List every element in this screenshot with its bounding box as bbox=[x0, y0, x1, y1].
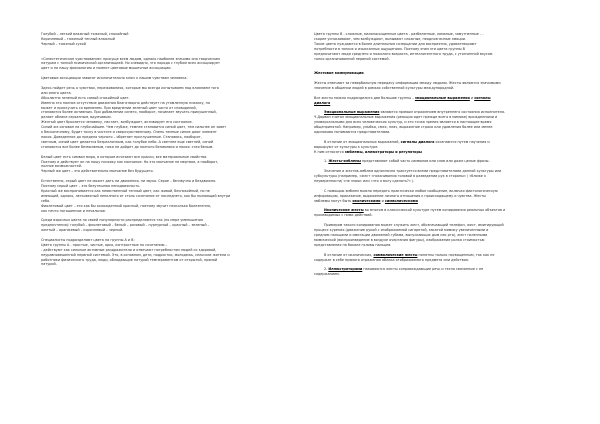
text-line: общепринятой. Например, улыбка, смех, плач, выражение страха или удивления более или менее bbox=[314, 125, 493, 130]
text-line: светлым, синий цвет делается безразличным, как голубое небо. А светлее еще светлей, синий bbox=[41, 139, 214, 144]
text-line: Поэтому серый цвет – это безутешная неподвижность. bbox=[41, 184, 141, 189]
text-line: субкультуры (например, «жест «покачивания головой в разведении рук в стороны» / «ближе к bbox=[314, 174, 487, 179]
term-dialogue-signals: сигналы диалога bbox=[400, 139, 435, 144]
text-line: Жесты отвечают за невербальную передачу информации между людьми. Жесты являются значимыми bbox=[314, 81, 501, 86]
text-line: представления на бокале головы пальцев. bbox=[314, 242, 392, 247]
term-illustrators: Иллюстраторами bbox=[328, 267, 363, 272]
text-line: процесс курения (движение рукой с изображаемой сигаретой, закатой мимику увеличенными и bbox=[314, 228, 489, 233]
left-block-2 bbox=[41, 76, 291, 81]
text-line bbox=[314, 199, 566, 204]
right-block-13 bbox=[314, 267, 566, 277]
term-symbolic-gestures: символические жесты bbox=[373, 252, 418, 257]
text-run: являются прямым отражением внутреннего состояния исполнителя. bbox=[379, 110, 506, 115]
text-run: представляют собой часть символов или слов или даже целые фразы. bbox=[361, 159, 490, 164]
text-line: универсальными для всех человеческих культур, и это точка зрения является в настоящее время bbox=[314, 120, 492, 125]
text-line: содержат в себе прямого отражения облика отображаемого предмета или действия. bbox=[314, 257, 469, 262]
text-run: и bbox=[380, 198, 385, 203]
text-run: В отличие от иконических, bbox=[324, 252, 374, 257]
term-emotional-expressions: эмоциональные выражения bbox=[414, 95, 470, 100]
text-line: предпочитают люди среднего и пожилого возраста, интеллигентного труда, с утонченной вкусом bbox=[314, 51, 493, 56]
text-line: себя. bbox=[41, 198, 51, 203]
text-line: содержанием. bbox=[314, 272, 340, 277]
text-line: покоя. Доведенное до предела черного – обретает приглушенные. Становясь, наоборот, bbox=[41, 134, 202, 139]
text-line: или иного цвета. bbox=[41, 90, 72, 95]
text-line: «Синестетическое чувствование» присуще всем людям, однако наиболее значимо оно творческим bbox=[41, 56, 220, 61]
text-line: Естественно, серый цвет не может дать ни движения, ни звука. Серое – беззвучно и бездвижно. bbox=[41, 179, 217, 184]
text-run: Все жесты можно подразделить две большие группы – bbox=[314, 95, 415, 100]
text-line: становится более активным. При добавлении синего, наоборот, начинает звучать прикушенный, bbox=[41, 110, 217, 115]
text-line: мимической (воспроизведение в воздухе очертания фигуры), изображение ролка стоимостью bbox=[314, 237, 485, 242]
text-line: может и прискучить со временем. При вреднении зеленый цвет часто от сновидений, bbox=[41, 105, 197, 110]
term-emblems-illustrators-regulators: эмблемы, иллюстраторы и регуляторы bbox=[344, 149, 422, 154]
right-block-4 bbox=[314, 110, 566, 135]
right-block-2 bbox=[314, 81, 566, 91]
left-column bbox=[41, 32, 291, 267]
term-dialogue-signals-cont: диалога bbox=[314, 100, 331, 105]
text-line: Среди взрослых цвета по своей популярности распределяются так (по мере уменьшения bbox=[41, 218, 203, 223]
text-line: Желтый цвет бросается человеку, настает, возбуждает, активирует его состояние. bbox=[41, 120, 193, 125]
text-line: Черный – тяжелый сухой bbox=[41, 41, 86, 46]
text-line: неуравновешенной нервной системой. Это, в основном, дети, подростки, молодежь, сельские жители и bbox=[41, 252, 230, 257]
text-line: как нечто погашенное и печальное. bbox=[41, 208, 106, 213]
text-line: Абсолютно зеленый есть самый спокойный цвет. bbox=[41, 95, 130, 100]
text-line: становится все более безмолвным, пока не дойдет до полного безмолвия и покоя: стая белым. bbox=[41, 144, 214, 149]
term-iconic-gestures: Иконические жесты bbox=[324, 208, 364, 213]
text-line: Здесь пойдет речь о чувствах, переживаниях, которые мы всегда испытываем под влиянием того bbox=[41, 85, 219, 90]
right-column bbox=[314, 32, 566, 277]
text-line: к бесконечному, будит тоску в чистоте и сверхчувственному. Очень темные синие дают элемент bbox=[41, 130, 217, 135]
text-line: Цветовые ассоциации зависят исключительно ключ к нашим чувствам человека. bbox=[41, 76, 188, 81]
text-line: Синий же основан на глубочайшее. Чем глубже, темнее становится синий цвет, тем сильнее он зовет bbox=[41, 125, 227, 130]
left-block-0 bbox=[41, 32, 291, 47]
text-line: имеющий, однако, легковесный неполного от столь сочетание от последнего, как бы пылающий внутри bbox=[41, 193, 231, 198]
text-run: эмблемы могут быть bbox=[314, 198, 353, 203]
text-run: во многом в классической культуре путем копирования реальных объектов и bbox=[363, 208, 506, 213]
text-line: Ч.Дарвин считал эмоциональные выражения (реакция идет прежде всего в мимике) врожденными и bbox=[314, 115, 498, 120]
right-block-5 bbox=[314, 140, 566, 155]
text-line: цвет и на нашу физиологию и помнит цветовые мышечные ассоциации. bbox=[41, 66, 172, 71]
text-line bbox=[314, 159, 566, 164]
text-line: потребности в тонких и изысканных ощущениях. Поэтому этим эти цвета группы В bbox=[314, 46, 465, 51]
term-dialogue-signals: сигналы bbox=[474, 95, 491, 100]
text-line: тонко организованной нервной системой. bbox=[314, 56, 390, 61]
section-heading-text: Жестовое коммуникации bbox=[314, 71, 364, 76]
text-line: работники физического труда, люди, обладающие натурой темпераментом от открытой, прямой bbox=[41, 257, 218, 262]
text-line bbox=[314, 150, 566, 155]
text-line: производимых с ними действий. bbox=[314, 213, 373, 218]
text-line: Поэтому и действует он на нашу психику как молчание. Но это молчание не мертвое, а наоборот, bbox=[41, 159, 219, 164]
text-line: натурам с тонкой психической организацией. Но очевидно, что порода с глубже всех ассоциирует bbox=[41, 61, 221, 66]
right-block-7 bbox=[314, 159, 566, 164]
right-block-8 bbox=[314, 169, 566, 184]
text-line: Черный же цвет – это действительно молчание без будущего. bbox=[41, 169, 154, 174]
text-line: одинаково понимаются представителями. bbox=[314, 130, 391, 135]
text-line: Голубой – легкий влажный тяжелый, спокойный bbox=[41, 32, 129, 36]
text-line: Цвета группы А - простые, чистые, ярко, контрастные по сочетанию – bbox=[41, 242, 168, 247]
text-line: Примером такого копирования может служить жест, обозначающий телефон, жест, имитирующий bbox=[324, 223, 504, 228]
text-line: Красный же воспринимается как неявственный теплый цвет, как живой, беспокойный, но не bbox=[41, 188, 210, 193]
term-emotional-expressions: Эмоциональные выражения bbox=[324, 110, 380, 115]
text-line: желтый – оранжевый – коричневый – черный. bbox=[41, 228, 124, 233]
section-heading bbox=[314, 71, 566, 76]
right-block-1 bbox=[314, 32, 566, 61]
text-line: Фиолетовый цвет – это как бы охлажденный красный, поэтому звучит несколько болезненно, bbox=[41, 203, 212, 208]
text-line: предпочтения): голубой – фиолетовый – белый – розовый – пурпурный – красный – зеленый – bbox=[41, 223, 210, 228]
text-run: осознаются путем научения и bbox=[434, 139, 490, 144]
text-line: варьируют от культуры к культуре. bbox=[314, 144, 379, 149]
left-block-7 bbox=[41, 238, 291, 267]
text-line: неуверенности/ «не знаю» или «что я могу сделать?» ). bbox=[314, 179, 415, 184]
text-line bbox=[314, 101, 566, 106]
text-line: - действуют как сильные активные раздражители и отвечают потребностям людей со здоровой, bbox=[41, 247, 217, 252]
term-symbolic: символическими bbox=[384, 198, 418, 203]
text-line: скорее успокаивают, чем возбуждают, вызывают сложные, неоднозначные эмоции. bbox=[314, 36, 466, 41]
text-line: полное возможностей. bbox=[41, 164, 82, 169]
text-line: Значение и жестов-эмблем однозначно трактуется всеми представителями данной культуры или bbox=[324, 169, 502, 174]
text-line: средним пальцами и имитации движений губами, выпускающих дым изо рта), жест полезными bbox=[314, 233, 488, 237]
text-run: 2. bbox=[324, 267, 329, 272]
text-line: Белый цвет есть символ мира, в котором исчезают все краски, все материальные свойства. bbox=[41, 154, 208, 159]
text-run: и bbox=[469, 95, 475, 100]
text-line: Цвета группы В - сложные, малонасыщенные цвета - разбеленные, ломаные, замутненные - - bbox=[314, 32, 484, 36]
text-run: К ним относятся bbox=[314, 149, 345, 154]
text-line: делает облике серьезным, вдумчивым. bbox=[41, 115, 112, 120]
text-line: информацию, приказание, выражение личного отношения к происходящему и чувства. Жесты bbox=[314, 193, 486, 198]
text-line: Коричневый – тяжелый теплый влажный bbox=[41, 36, 115, 41]
text-line: Такие цвета нуждаются в более длительном созерцании для восприятия, удовлетворяют bbox=[314, 41, 477, 46]
text-line: С помощью эмблем можно передать практически любое сообщение, включая фактологическую bbox=[324, 188, 498, 193]
right-block-11 bbox=[314, 223, 566, 248]
text-line: Специалисты подразделяют цвета на группы А и В: bbox=[41, 237, 135, 242]
text-run: понятны только посвященным, так как не bbox=[417, 252, 495, 257]
right-block-3 bbox=[314, 96, 566, 106]
left-block-3 bbox=[41, 86, 291, 150]
text-line: натурой. bbox=[41, 262, 57, 267]
text-line: значение в общении людей в рамках собственной культуры международной. bbox=[314, 85, 455, 90]
text-run: 1. bbox=[324, 159, 329, 164]
term-emblem-gestures: Жесты-эмблемы bbox=[328, 159, 361, 164]
left-block-5 bbox=[41, 179, 291, 213]
right-block-12 bbox=[314, 253, 566, 263]
left-block-1 bbox=[41, 57, 291, 72]
term-iconic: иконическими bbox=[352, 198, 381, 203]
text-line: Именно это полное отсутствие движения благотворно действует на утомленную психику, но bbox=[41, 100, 210, 105]
left-block-4 bbox=[41, 155, 291, 175]
text-run: называются жесты сопровождающие речь и тесно связанные с ее bbox=[362, 267, 484, 272]
right-block-10 bbox=[314, 208, 566, 218]
text-run: В отличие от эмоциональных выражений, bbox=[324, 139, 401, 144]
left-block-6 bbox=[41, 218, 291, 233]
right-block-9 bbox=[314, 189, 566, 204]
